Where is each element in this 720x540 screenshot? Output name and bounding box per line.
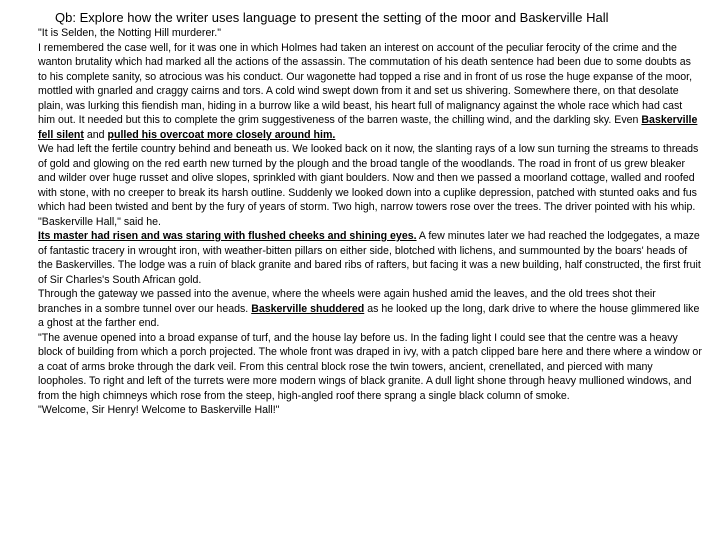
question-heading: Qb: Explore how the writer uses language to present the setting of the moor and Baskerville Hall [55, 10, 609, 25]
highlight-baskerville-fell-silent: Baskerville fell silent [38, 114, 698, 141]
highlight-pulled-overcoat: pulled his overcoat more closely around him. [107, 128, 336, 141]
extract-text [38, 26, 702, 418]
paragraph-2-connector: and [86, 128, 105, 141]
paragraph-2-text: I remembered the case well, for it was one in which Holmes had taken an interest on account of the peculiar ferocity of the crime and the wanton brutality which had marked all the actions of the assassin. The commutation of his death sentence had been due to some doubts as to his complete sanity, so atrocious was his conduct. Our wagonette had topped a rise and in front of us rose the huge expanse of the moor, mottled with gnarled and craggy cairns and tors. A cold wind swept down from it and set us shivering. Somewhere there, on that desolate plain, was lurking this fiendish man, hiding in a burrow like a wild beast, his heart full of malignancy against the whole race which had cast him out. It needed but this to complete the grim suggestiveness of the barren waste, the chilling wind, and the darkling sky. Even [38, 41, 693, 126]
paragraph-8: "Welcome, Sir Henry! Welcome to Baskerville Hall!" [38, 404, 280, 416]
paragraph-6 [38, 287, 702, 331]
paragraph-3: We had left the fertile country behind and beneath us. We looked back on it now, the slanting rays of a low sun turning the streams to threads of gold and glowing on the red earth new turned by the plough and the broad tangle of the woodlands. The road in front of us grew bleaker and wilder over huge russet and olive slopes, sprinkled with giant boulders. Now and then we passed a moorland cottage, walled and roofed with stone, with no creeper to break its harsh outline. Suddenly we looked down into a cuplike depression, patched with stunted oaks and fus which had been twisted and bent by the fury of years of storm. Two high, narrow towers rose over the trees. The driver pointed with his whip. [38, 143, 699, 213]
highlight-baskerville-shuddered: Baskerville shuddered [251, 302, 365, 315]
paragraph-4: "Baskerville Hall," said he. [38, 215, 161, 228]
paragraph-7: "The avenue opened into a broad expanse of turf, and the house lay before us. In the fading light I could see that the centre was a heavy block of building from which a porch projected. The whole front was draped in ivy, with a patch clipped bare here and there where a window or a coat of arms broke through the dark veil. From this central block rose the twin towers, ancient, crenellated, and pierced with many loopholes. To right and left of the turrets were more modern wings of black granite. A dull light shone through heavy mullioned windows, and from the high chimneys which rose from the steep, high-angled roof there sprang a single black column of smoke. [38, 331, 702, 402]
paragraph-2 [38, 41, 702, 143]
highlight-master-risen: Its master had risen and was staring with flushed cheeks and shining eyes. [38, 230, 417, 242]
paragraph-5-text: A few minutes later we had reached the lodgegates, a maze of fantastic tracery in wrought iron, with weather-bitten pillars on either side, blotched with lichens, and summounted by the boars' heads of the Baskervilles. The lodge was a ruin of black granite and bared ribs of rafters, but facing it was a new building, half constructed, the first fruit of Sir Charles's South African gold. [38, 230, 701, 286]
paragraph-6-text: Through the gateway we passed into the avenue, where the wheels were again hushed amid the leaves, and the old trees shot their branches in a sombre tunnel over our heads. [38, 288, 656, 315]
paragraph-5 [38, 229, 702, 287]
paragraph-6-rest: as he looked up the long, dark drive to where the house glimmered like a ghost at the farther end. [38, 302, 700, 329]
paragraph-1: "It is Selden, the Notting Hill murderer." [38, 27, 221, 39]
